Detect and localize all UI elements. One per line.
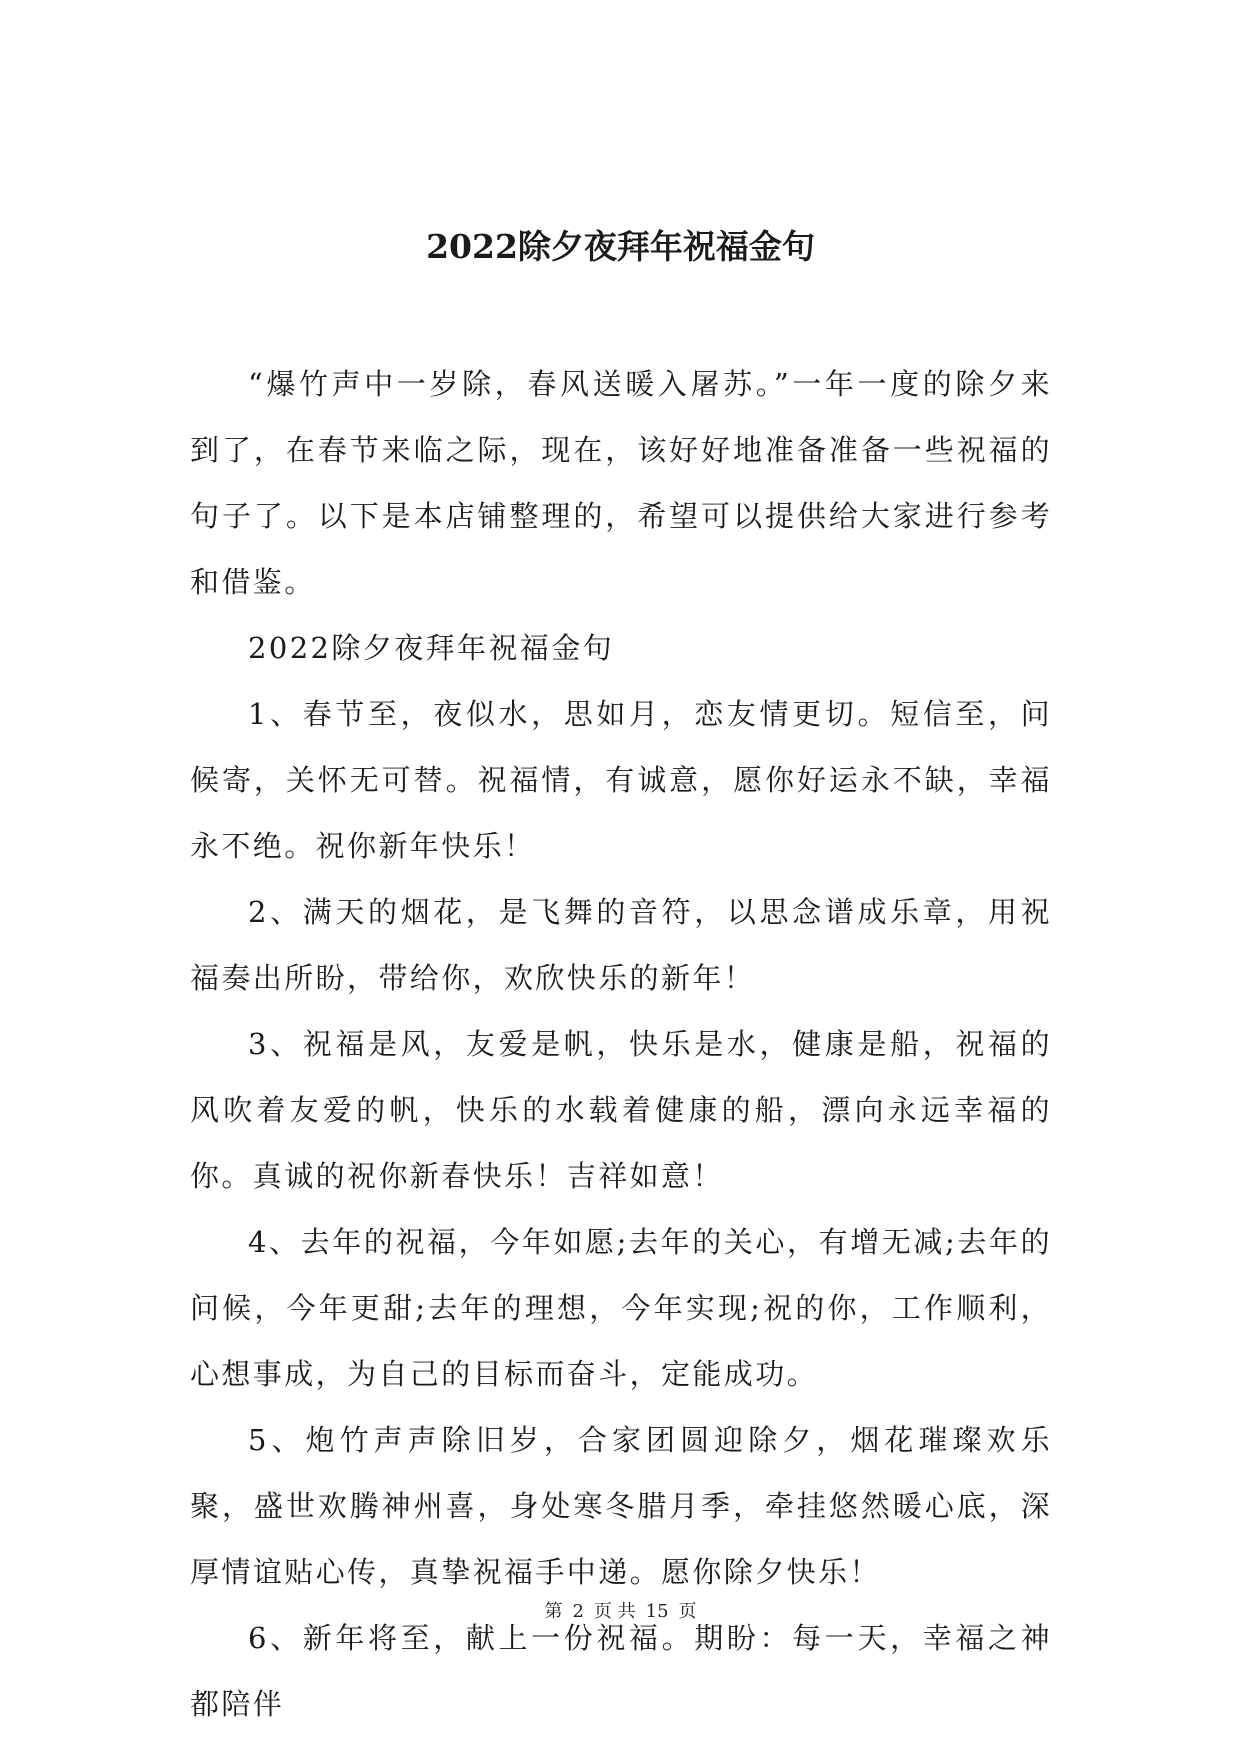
blessing-item-4: 4、去年的祝福，今年如愿;去年的关心，有增无减;去年的问候，今年更甜;去年的理想，今年实现;祝的你，工作顺利，心想事成，为自己的目标而奋斗，定能成功。 [190, 1225, 1052, 1391]
blessing-item-1: 1、春节至，夜似水，思如月，恋友情更切。短信至，问候寄，关怀无可替。祝福情，有诚意，愿你好运永不缺，幸福永不绝。祝你新年快乐！ [190, 697, 1052, 863]
blessing-item-6: 6、新年将至，献上一份祝福。期盼：每一天，幸福之神都陪伴 [190, 1621, 1052, 1721]
page-footer [0, 1600, 1241, 1624]
section-heading: 2022除夕夜拜年祝福金句 [248, 631, 615, 665]
footer-current-page: 2 [572, 1601, 584, 1622]
blessing-item-5: 5、炮竹声声除旧岁，合家团圆迎除夕，烟花璀璨欢乐聚，盛世欢腾神州喜，身处寒冬腊月季，牵挂悠然暖心底，深厚情谊贴心传，真挚祝福手中递。愿你除夕快乐！ [190, 1423, 1052, 1589]
footer-suffix: 页 [678, 1601, 697, 1622]
blessing-item-3: 3、祝福是风，友爱是帆，快乐是水，健康是船，祝福的风吹着友爱的帆，快乐的水载着健康的船，漂向永远幸福的你。真诚的祝你新春快乐！吉祥如意！ [190, 1027, 1052, 1193]
footer-total-pages: 15 [645, 1601, 669, 1622]
intro-paragraph: “爆竹声中一岁除，春风送暖入屠苏。”一年一度的除夕来到了，在春节来临之际，现在，该好好地准备准备一些祝福的句子了。以下是本店铺整理的，希望可以提供给大家进行参考和借鉴。 [190, 367, 1052, 599]
document-body [190, 351, 1052, 1737]
blessing-item-2: 2、满天的烟花，是飞舞的音符，以思念谱成乐章，用祝福奏出所盼，带给你，欢欣快乐的新年！ [190, 895, 1052, 995]
document-title: 2022除夕夜拜年祝福金句 [426, 227, 815, 266]
footer-prefix: 第 [544, 1601, 563, 1622]
footer-middle: 页 共 [593, 1601, 636, 1622]
